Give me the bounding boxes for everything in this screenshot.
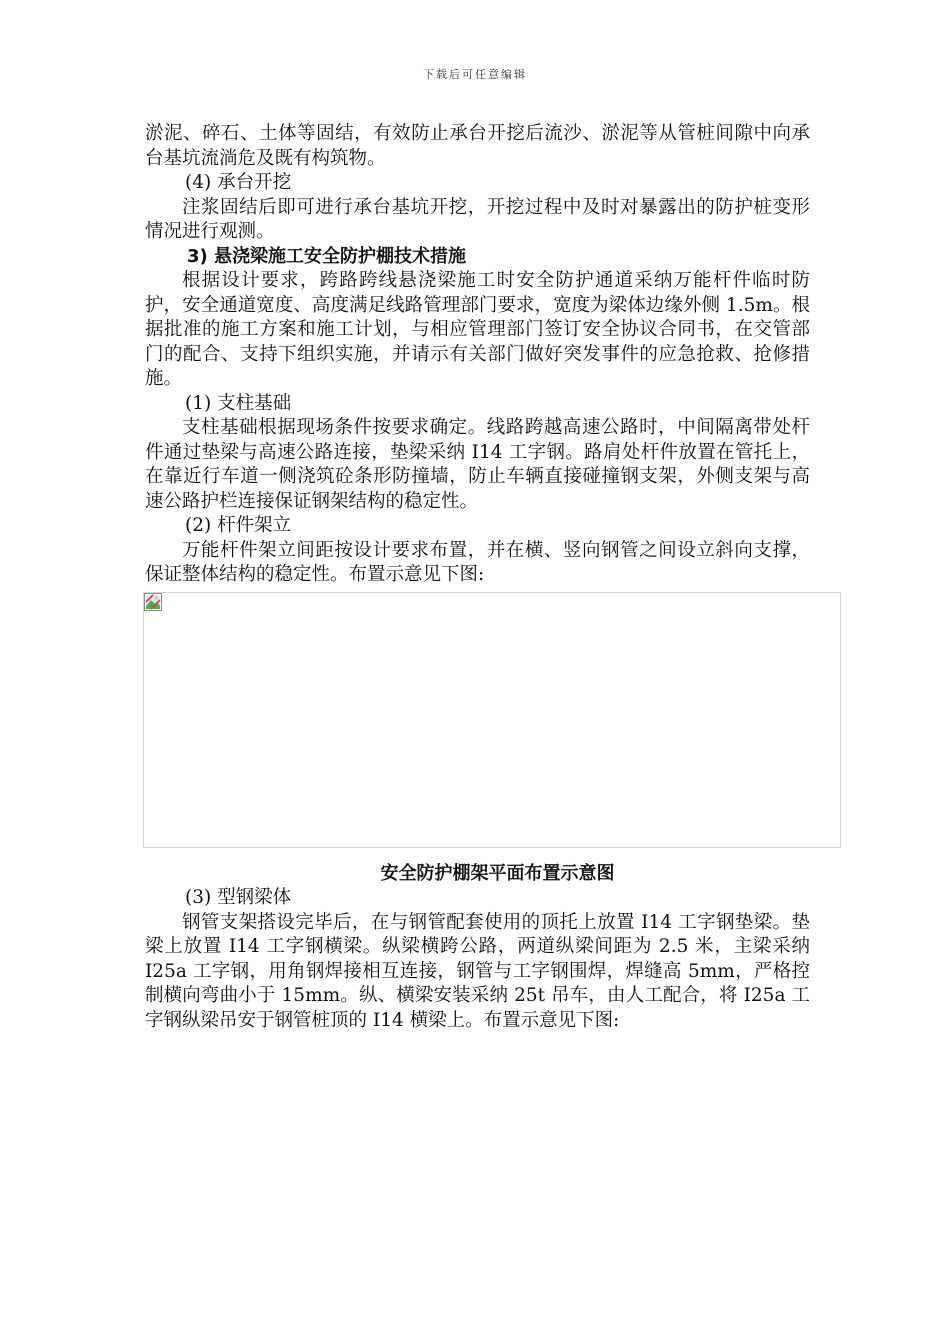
item-3-title: (3) 型钢梁体	[185, 887, 292, 908]
figure-caption: 安全防护棚架平面布置示意图	[380, 862, 615, 884]
page-header: 下载后可任意编辑	[423, 68, 527, 81]
paragraph-excavation: 注浆固结后即可进行承台基坑开挖，开挖过程中及时对暴露出的防护桩变形情况进行观测。	[145, 196, 810, 242]
paragraph-grouting-effect: 淤泥、碎石、土体等固结，有效防止承台开挖后流沙、淤泥等从管桩间隙中向承台基坑流淌危及既有构筑物。	[145, 123, 810, 169]
item-1-title: (1) 支柱基础	[185, 392, 292, 414]
broken-image-icon	[144, 593, 162, 611]
item-2-title: (2) 杆件架立	[185, 515, 292, 536]
paragraph-steel-beams: 钢管支架搭设完毕后，在与钢管配套使用的顶托上放置 I14 工字钢垫梁。垫梁上放置 I14 工字钢横梁。纵梁横跨公路，两道纵梁间距为 2.5 米，主梁采纳 I25a 工字钢，用角钢焊接相互连接，钢管与工字钢围焊，焊缝高 5mm，严格控制横向弯曲小于 15mm。纵、横梁安装采纳 25t 吊车，由人工配合，将 I25a 工字钢纵梁吊安于钢管桩顶的 I14 横梁上。布置示意见下图:	[145, 911, 810, 1031]
document-body	[145, 122, 810, 1033]
section-heading-3: 3) 悬浇梁施工安全防护棚技术措施	[187, 245, 467, 267]
figure-placeholder	[143, 592, 841, 848]
paragraph-column-foundation: 支柱基础根据现场条件按要求确定。线路跨越高速公路时，中间隔离带处杆件通过垫梁与高速公路连接，垫梁采纳 I14 工字钢。路肩处杆件放置在管托上，在靠近行车道一侧浇筑砼条形防撞墙，防止车辆直接碰撞钢支架，外侧支架与高速公路护栏连接保证钢架结构的稳定性。	[145, 417, 810, 512]
paragraph-member-erection: 万能杆件架立间距按设计要求布置，并在横、竖向钢管之间设立斜向支撑，保证整体结构的稳定性。布置示意见下图:	[145, 539, 810, 585]
paragraph-design-requirements: 根据设计要求，跨路跨线悬浇梁施工时安全防护通道采纳万能杆件临时防护，安全通道宽度、高度满足线路管理部门要求，宽度为梁体边缘外侧 1.5m。根据批准的施工方案和施工计划，与相应管理部门签订安全协议合同书，在交管部门的配合、支持下组织实施，并请示有关部门做好突发事件的应急抢救、抢修措施。	[145, 270, 810, 389]
item-4-title: (4) 承台开挖	[185, 172, 292, 193]
